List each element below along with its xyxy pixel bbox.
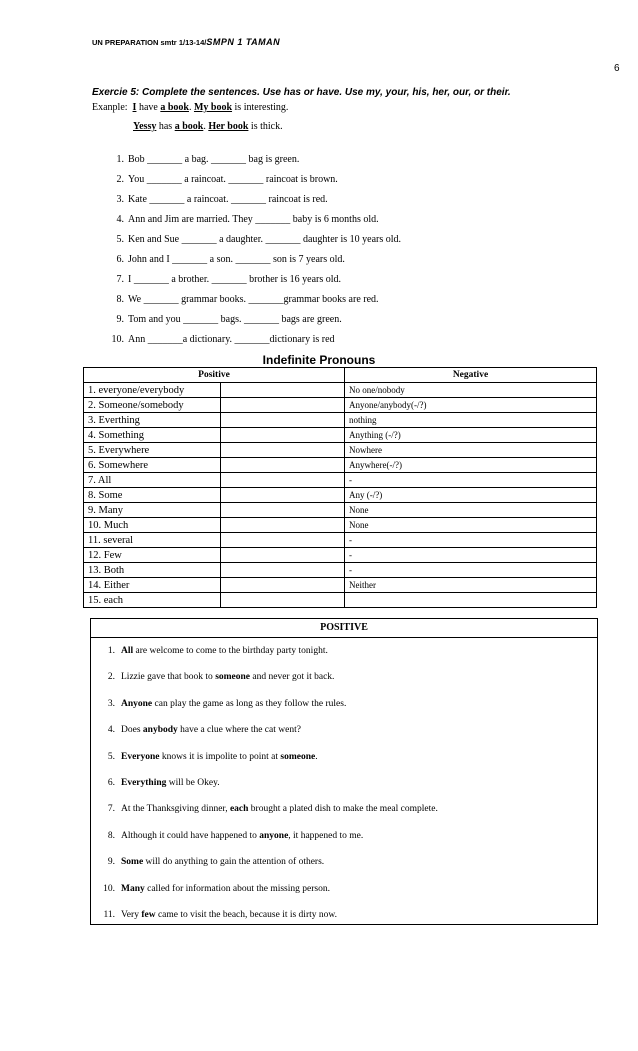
example-number: 7. (107, 804, 115, 815)
header-text: UN PREPARATION smtr 1/13-14/ (92, 38, 207, 47)
sentence-text: Ann and Jim are married. They _______ baby is 6 months old. (128, 214, 379, 225)
sentence-text: John and I _______ a son. _______ son is 7 years old. (128, 254, 345, 265)
negative-pronoun: Any (-/?) (345, 488, 597, 503)
example-text: and never got it back. (250, 672, 335, 683)
school-name: SMPN 1 TAMAN (206, 37, 281, 47)
table-row (84, 398, 597, 413)
sentence-text: We _______ grammar books. _______grammar books are red. (128, 294, 379, 305)
negative-pronoun: Anything (-/?) (345, 428, 597, 443)
negative-pronoun: nothing (345, 413, 597, 428)
positive-example (91, 691, 597, 717)
exercise-instruction: Exercie 5: Complete the sentences. Use has or have. Use my, your, his, her, our, or their. (92, 87, 511, 98)
example-number: 6. (107, 777, 115, 788)
table-row (84, 563, 597, 578)
sentence-number: 1. (116, 154, 124, 165)
table-row (84, 533, 597, 548)
example-text: called for information about the missing person. (144, 883, 330, 894)
table-row (84, 413, 597, 428)
negative-pronoun: - (345, 548, 597, 563)
empty-cell (221, 428, 345, 443)
exercise-sentence (92, 270, 401, 290)
negative-pronoun: Nowhere (345, 443, 597, 458)
exercise-sentence (92, 170, 401, 190)
sentence-text: Kate _______ a raincoat. _______ raincoat is red. (128, 194, 328, 205)
negative-pronoun: Anywhere(-/?) (345, 458, 597, 473)
example-text: will be Okey. (166, 777, 220, 788)
example-text: have (136, 102, 161, 113)
negative-pronoun: - (345, 563, 597, 578)
exercise-sentence (92, 210, 401, 230)
example-text: , it happened to me. (288, 830, 364, 841)
positive-pronoun: 5. Everywhere (84, 443, 221, 458)
sentence-number: 8. (116, 294, 124, 305)
example-text: knows it is impolite to point at (159, 751, 281, 762)
sentence-text: Bob _______ a bag. _______ bag is green. (128, 154, 300, 165)
example-text: came to visit the beach, because it is dirty now. (155, 909, 337, 920)
example-number: 1. (107, 646, 115, 656)
sentence-number: 4. (116, 214, 124, 225)
pronoun-highlight: Everything (121, 777, 167, 788)
pronoun-highlight: each (229, 804, 249, 815)
empty-cell (221, 473, 345, 488)
table-row (84, 458, 597, 473)
empty-cell (221, 533, 345, 548)
positive-example (91, 876, 597, 902)
empty-cell (221, 593, 345, 608)
positive-examples-box (90, 618, 598, 925)
example-text: Does (121, 725, 143, 736)
pronoun-highlight: few (141, 909, 156, 920)
sentence-number: 2. (116, 174, 124, 185)
empty-cell (221, 488, 345, 503)
sentence-number: 7. (116, 274, 124, 285)
example-number: 8. (107, 830, 115, 841)
example-text: Although it could have happened to (121, 830, 260, 841)
exercise-sentence-list (92, 150, 401, 350)
empty-cell (221, 398, 345, 413)
example-number: 4. (107, 725, 115, 736)
empty-cell (221, 443, 345, 458)
exercise-sentence (92, 190, 401, 210)
positive-pronoun: 14. Either (84, 578, 221, 593)
example-text: . (315, 751, 318, 762)
positive-example (91, 770, 597, 796)
sentence-number: 10. (111, 334, 124, 345)
example-text: At the Thanksgiving dinner, (121, 804, 230, 815)
empty-cell (221, 413, 345, 428)
sentence-number: 9. (116, 314, 124, 325)
positive-example (91, 717, 597, 743)
positive-example (91, 849, 597, 875)
pronoun-highlight: anyone (259, 830, 289, 841)
example-text: can play the game as long as they follow the rules. (152, 698, 347, 709)
positive-example (91, 823, 597, 849)
example-text: has (156, 121, 175, 132)
exercise-sentence (92, 230, 401, 250)
positive-example (91, 902, 597, 928)
sentence-number: 5. (116, 234, 124, 245)
sentence-number: 3. (116, 194, 124, 205)
example-text: brought a plated dish to make the meal complete. (248, 804, 438, 815)
negative-pronoun: Neither (345, 578, 597, 593)
positive-example (91, 638, 597, 664)
example-object: a book (160, 102, 189, 113)
example-text: Lizzie gave that book to (121, 672, 216, 683)
positive-box-title: POSITIVE (91, 619, 597, 638)
example-sentence-2 (133, 121, 283, 132)
example-text: Very (121, 909, 142, 920)
table-row (84, 473, 597, 488)
example-possessive: Her book (208, 121, 249, 132)
negative-pronoun (345, 593, 597, 608)
page-header (92, 37, 280, 47)
positive-example (91, 664, 597, 690)
exercise-sentence (92, 250, 401, 270)
example-text: . (203, 121, 209, 132)
empty-cell (221, 548, 345, 563)
empty-cell (221, 563, 345, 578)
table-row (84, 518, 597, 533)
example-subject: Yessy (133, 121, 157, 132)
negative-pronoun: - (345, 533, 597, 548)
positive-pronoun: 11. several (84, 533, 221, 548)
positive-pronoun: 9. Many (84, 503, 221, 518)
pronoun-highlight: Anyone (121, 698, 153, 709)
table-row (84, 548, 597, 563)
page-number: 6 (614, 63, 620, 74)
example-text: is interesting. (232, 102, 289, 113)
negative-pronoun: No one/nobody (345, 383, 597, 398)
positive-pronoun: 6. Somewhere (84, 458, 221, 473)
example-number: 9. (107, 857, 115, 868)
example-subject: I (132, 102, 137, 113)
table-row (84, 578, 597, 593)
positive-pronoun: 10. Much (84, 518, 221, 533)
pronoun-highlight: someone (215, 672, 251, 683)
empty-cell (221, 578, 345, 593)
example-number: 10. (103, 883, 115, 894)
sentence-text: Ann _______a dictionary. _______dictionary is red (128, 334, 335, 345)
example-text: is thick. (248, 121, 283, 132)
empty-cell (221, 518, 345, 533)
sentence-text: Ken and Sue _______ a daughter. _______ daughter is 10 years old. (128, 234, 402, 245)
exercise-sentence (92, 310, 401, 330)
example-text: have a clue where the cat went? (177, 725, 301, 736)
example-sentence-1 (92, 102, 288, 113)
example-number: 11. (103, 909, 115, 920)
example-object: a book (174, 121, 204, 132)
table-row (84, 593, 597, 608)
positive-pronoun: 2. Someone/somebody (84, 398, 221, 413)
exercise-sentence (92, 290, 401, 310)
pronoun-highlight: someone (280, 751, 316, 762)
example-text: are welcome to come to the birthday party tonight. (133, 646, 328, 656)
example-text: . (188, 102, 194, 113)
negative-pronoun: None (345, 503, 597, 518)
table-header-row (84, 368, 597, 383)
table-row (84, 443, 597, 458)
positive-example (91, 796, 597, 822)
positive-example (91, 744, 597, 770)
example-number: 5. (107, 751, 115, 762)
example-number: 2. (107, 672, 115, 683)
empty-cell (221, 458, 345, 473)
sentence-number: 6. (116, 254, 124, 265)
pronoun-highlight: Everyone (121, 751, 160, 762)
exercise-sentence (92, 330, 401, 350)
negative-column-header: Negative (345, 368, 597, 383)
positive-pronoun: 1. everyone/everybody (84, 383, 221, 398)
table-row (84, 428, 597, 443)
empty-cell (221, 383, 345, 398)
pronoun-highlight: anybody (142, 725, 178, 736)
sentence-text: I _______ a brother. _______ brother is 16 years old. (128, 274, 342, 285)
table-row (84, 383, 597, 398)
positive-pronoun: 13. Both (84, 563, 221, 578)
negative-pronoun: Anyone/anybody(-/?) (345, 398, 597, 413)
table-row (84, 488, 597, 503)
pronoun-highlight: Many (121, 883, 145, 894)
pronoun-highlight: All (121, 646, 134, 656)
empty-cell (221, 503, 345, 518)
pronoun-highlight: Some (121, 857, 144, 868)
indefinite-pronouns-table (83, 367, 597, 608)
pronouns-title: Indefinite Pronouns (262, 353, 376, 367)
example-possessive: My book (193, 102, 233, 113)
negative-pronoun: - (345, 473, 597, 488)
positive-pronoun: 15. each (84, 593, 221, 608)
positive-pronoun: 4. Something (84, 428, 221, 443)
example-text: will do anything to gain the attention of others. (143, 857, 325, 868)
positive-pronoun: 3. Everthing (84, 413, 221, 428)
positive-examples-list (91, 638, 597, 928)
sentence-text: Tom and you _______ bags. _______ bags are green. (128, 314, 342, 325)
negative-pronoun: None (345, 518, 597, 533)
positive-pronoun: 8. Some (84, 488, 221, 503)
example-label: Exanple: (92, 102, 128, 113)
exercise-sentence (92, 150, 401, 170)
positive-column-header: Positive (84, 368, 345, 383)
sentence-text: You _______ a raincoat. _______ raincoat is brown. (128, 174, 338, 185)
example-number: 3. (107, 698, 115, 709)
positive-pronoun: 7. All (84, 473, 221, 488)
positive-pronoun: 12. Few (84, 548, 221, 563)
table-row (84, 503, 597, 518)
